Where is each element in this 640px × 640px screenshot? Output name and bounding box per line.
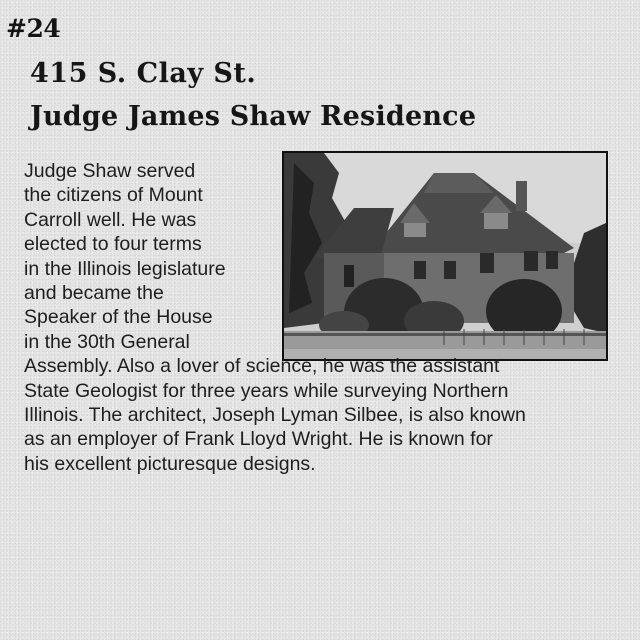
description-line: State Geologist for three years while surveying Northern [24,379,509,402]
residence-heading: Judge James Shaw Residence [30,101,477,132]
description-line: Speaker of the House [24,306,213,329]
description-line: Carroll well. He was [24,208,197,231]
description-line: the citizens of Mount [24,184,203,207]
description-line: in the Illinois legislature [24,257,226,280]
item-number: #24 [6,14,61,43]
description-line: his excellent picturesque designs. [24,452,316,475]
description-line: in the 30th General [24,330,190,353]
description-line: and became the [24,282,164,305]
description-text [24,159,624,476]
description-line: Assembly. Also a lover of science, he was the assistant [24,355,500,378]
description-line: as an employer of Frank Lloyd Wright. He is known for [24,428,493,451]
description-line: Illinois. The architect, Joseph Lyman Silbee, is also known [24,404,526,427]
address-heading: 415 S. Clay St. [30,58,257,89]
description-line: Judge Shaw served [24,160,196,182]
description-line: elected to four terms [24,233,202,256]
